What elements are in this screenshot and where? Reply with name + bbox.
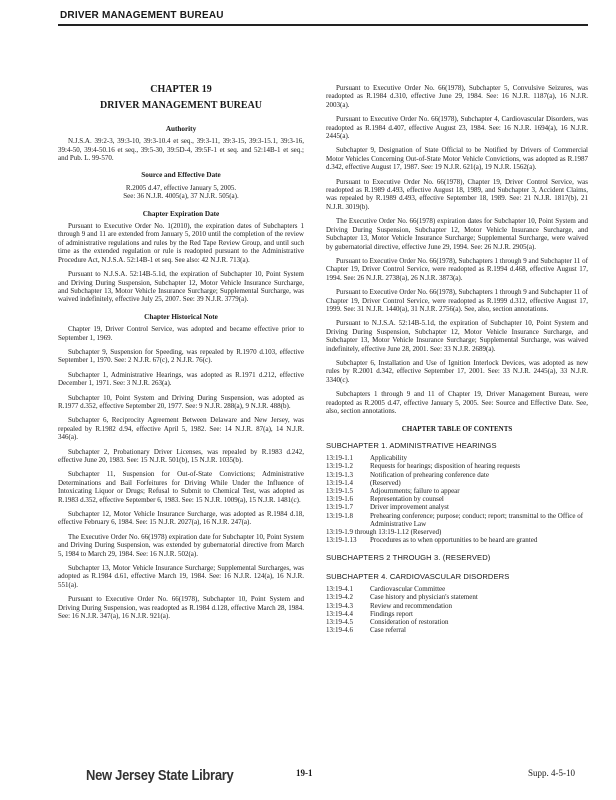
toc-section-title: Adjournments; failure to appear	[370, 487, 460, 496]
toc-row	[326, 462, 588, 470]
toc-subchapter-heading: SUBCHAPTER 1. ADMINISTRATIVE HEARINGS	[326, 440, 497, 450]
history-paragraph: Pursuant to Executive Order No. 66(1978), Subchapters 1 through 9 and Subchapter 11 of Chapter 19, Driver Control Service, were readopted as R.1994 d.468, effective August 17, 1994. See: 26 N.J.R. 2738(a), 26 N.J.R. 3873(a).	[326, 256, 588, 282]
toc-section-number: 13:19-4.1	[326, 585, 354, 594]
history-paragraph: Pursuant to N.J.S.A. 52:14B-5.1d, the expiration of Subchapter 10, Point System and Driving During Suspension, Subchapter 12, Motor Vehicle Insurance Surcharge, and Subchapter 13, Motor Vehicle Insurance Surcharge; Supplemental Surcharge, was waived indefinitely, effective June 28, 2001. See: 33 N.J.R. 2689(a).	[326, 319, 588, 353]
toc-section-title: (Reserved)	[370, 478, 401, 487]
source-heading: Source and Effective Date	[141, 171, 221, 180]
toc-section-title: Review and recommendation	[370, 601, 453, 610]
toc-section-number: 13:19-1.2	[326, 462, 354, 471]
toc-row	[326, 610, 588, 618]
library-watermark: New Jersey State Library	[86, 766, 234, 784]
toc-section-number: 13:19-1.8	[326, 511, 354, 520]
supplement-date: Supp. 4-5-10	[528, 768, 575, 778]
page-footer	[0, 764, 616, 794]
history-paragraph: Subchapter 11, Suspension for Out-of-State Convictions; Administrative Determinations and Bail Forfeitures for Driving While Under the Influence of Intoxicating Liquor or Drugs; Refusal to Submit to Chemical Test, was adopted as R.1983 d.352, effective September 6, 1983. See: 15 N.J.R. 1009(a), 15 N.J.R. 1481(c).	[58, 470, 304, 504]
history-paragraph: Subchapter 13, Motor Vehicle Insurance Surcharge; Supplemental Surcharges, was adopted as R.1984 d.61, effective March 19, 1984. See: 16 N.J.R. 124(a), 16 N.J.R. 551(a).	[58, 564, 304, 589]
toc-row	[326, 618, 588, 626]
toc-row	[326, 454, 588, 462]
authority-heading: Authority	[165, 124, 197, 133]
toc-row	[326, 585, 588, 593]
toc-section-title: Case history and physician's statement	[370, 593, 478, 602]
toc-section-number: 13:19-1.3	[326, 470, 354, 479]
page-number: 19-1	[296, 768, 313, 778]
history-paragraph: Pursuant to Executive Order No. 66(1978), Subchapter 10, Point System and Driving During Suspension, was readopted as R.1984 d.128, effective March 28, 1984. See: 16 N.J.R. 347(a), 16 N.J.R. 921(a).	[58, 595, 304, 621]
toc-section-title: Case referral	[370, 626, 406, 635]
toc-section-number: 13:19-4.2	[326, 593, 354, 602]
toc-section-title: Requests for hearings; disposition of hearing requests	[370, 462, 521, 471]
toc-subchapter-heading: SUBCHAPTER 4. CARDIOVASCULAR DISORDERS	[326, 571, 510, 581]
toc-section-number: 13:19-1.13	[326, 536, 357, 545]
history-paragraph: Subchapter 2, Probationary Driver Licenses, was repealed by R.1983 d.242, effective June 20, 1983. See: 15 N.J.R. 501(b), 15 N.J.R. 1035(b).	[58, 447, 304, 464]
history-paragraph: Subchapter 12, Motor Vehicle Insurance Surcharge, was adopted as R.1984 d.18, effective February 6, 1984. See: 15 N.J.R. 2027(a), 16 N.J.R. 247(a).	[58, 510, 304, 527]
history-paragraph: The Executive Order No. 66(1978) expiration date for Subchapter 10, Point System and Driving During Suspension, was extended by gubernatorial directive from March 5, 1984 to March 29, 1984. See: 16 N.J.R. 502(a).	[58, 532, 304, 558]
header-rule	[58, 24, 588, 26]
toc-section-title: Driver improvement analyst	[370, 503, 449, 512]
toc-section-title: Cardiovascular Committee	[370, 585, 446, 594]
history-paragraph: Subchapter 9, Designation of State Official to be Notified by Drivers of Commercial Motor Vehicles Concerning Out-of-State Motor Vehicle Convictions, was adopted as R.1987 d.342, effective August 17, 1987. See: 19 N.J.R. 621(a), 19 N.J.R. 1562(a).	[326, 146, 588, 172]
toc-row	[326, 626, 588, 634]
toc-section-number: 13:19-4.5	[326, 618, 354, 627]
toc-row	[326, 471, 588, 479]
history-paragraph: The Executive Order No. 66(1978) expiration dates for Subchapter 10, Point System and Driving During Suspension, Subchapter 12, Motor Vehicle Insurance Surcharge, and Subchapter 13, Motor Vehicle Insurance Surcharge; Supplemental Surcharge, were waived by gubernatorial directive, effective June 29, 1994. See: 26 N.J.R. 2905(a).	[326, 217, 588, 251]
toc-section-number: 13:19-4.4	[326, 609, 354, 618]
chapter-title: DRIVER MANAGEMENT BUREAU	[99, 100, 263, 112]
history-paragraph: Subchapter 1, Administrative Hearings, was adopted as R.1971 d.212, effective December 1, 1971. See: 3 N.J.R. 263(a).	[58, 370, 304, 388]
history-paragraph: Subchapter 9, Suspension for Speeding, was repealed by R.1970 d.103, effective September 1, 1970. See: 2 N.J.R. 67(c), 2 N.J.R. 76(c).	[58, 347, 304, 365]
toc-section-title: Representation by counsel	[370, 495, 444, 504]
expiration-heading: Chapter Expiration Date	[142, 209, 220, 218]
history-paragraph: Pursuant to Executive Order No. 66(1978), Chapter 19, Driver Control Service, was readopted as R.1989 d.493, effective August 18, 1989, and Subchapter 3, Accident Claims, was repealed by R.1989 d.493, effective September 18, 1989. See: 21 N.J.R. 1817(b), 21 N.J.R. 3019(b).	[326, 177, 588, 211]
toc-row	[326, 503, 588, 511]
source-line: See: 36 N.J.R. 4005(a), 37 N.J.R. 505(a).	[123, 192, 239, 201]
toc-section-number: 13:19-1.7	[326, 503, 354, 512]
history-heading: Chapter Historical Note	[144, 312, 218, 321]
toc-row	[326, 495, 588, 503]
toc-row	[326, 536, 588, 544]
history-paragraph: Pursuant to Executive Order No. 66(1978), Subchapters 1 through 9 and Subchapter 11 of Chapter 19, Driver Control Service, were readopted as R.1999 d.312, effective August 17, 1999. See: 31 N.J.R. 1440(a), 31 N.J.R. 2756(a). See, also, section annotations.	[326, 288, 588, 313]
toc-row	[326, 602, 588, 610]
history-paragraph: Subchapter 6, Reciprocity Agreement Between Delaware and New Jersey, was repealed by R.1982 d.94, effective April 5, 1982. See: 14 N.J.R. 87(a), 14 N.J.R. 346(a).	[58, 416, 304, 442]
expiration-paragraph: Pursuant to N.J.S.A. 52:14B-5.1d, the expiration of Subchapter 10, Point System and Driving During Suspension, Subchapter 12, Motor Vehicle Insurance Surcharge, and Subchapter 13, Motor Vehicle Insurance Surcharge; Supplemental Surcharge, was waived indefinitely, effective July 25, 2007. See: 39 N.J.R. 3779(a).	[58, 270, 304, 304]
toc-subchapter-heading: SUBCHAPTERS 2 THROUGH 3. (RESERVED)	[326, 553, 491, 563]
toc-reserved-range: 13:19-1.9 through 13:19-1.12 (Reserved)	[326, 528, 442, 537]
toc-section-title: Findings report	[370, 609, 413, 618]
chapter-number: CHAPTER 19	[150, 84, 212, 95]
toc-row	[326, 487, 588, 495]
toc-section-title: Prehearing conference; purpose; conduct; report; transmittal to the Office of Administrative Law	[370, 511, 584, 528]
toc-section-title: Notification of prehearing conference date	[370, 470, 489, 479]
history-paragraph: Subchapter 10, Point System and Driving During Suspension, was adopted as R.1977 d.352, effective September 20, 1977. See: 9 N.J.R. 288(a), 9 N.J.R. 488(b).	[58, 393, 304, 410]
expiration-paragraph: Pursuant to Executive Order No. 1(2010), the expiration dates of Subchapters 1 through 9 and 11 are extended from January 5, 2010 until the completion of the review of administrative regulations and rules by the Red Tape Review Group, and until such time as the extended regulation or rule is readopted pursuant to the Administrative Procedure Act, N.J.S.A. 52:14B-1 et seq. See also: 42 N.J.R. 713(a).	[58, 222, 304, 264]
toc-section-number: 13:19-1.5	[326, 487, 354, 496]
toc-section-number: 13:19-1.4	[326, 478, 354, 487]
toc-title: CHAPTER TABLE OF CONTENTS	[401, 425, 513, 434]
history-paragraph: Pursuant to Executive Order No. 66(1978), Subchapter 4, Cardiovascular Disorders, was readopted as R.1984 d.407, effective August 23, 1984. See: 16 N.J.R. 1694(a), 16 N.J.R. 2445(a).	[326, 115, 588, 141]
source-line: R.2005 d.47, effective January 5, 2005.	[125, 183, 237, 192]
left-column	[58, 86, 304, 627]
running-head: DRIVER MANAGEMENT BUREAU	[60, 10, 224, 21]
history-paragraph: Subchapter 6, Installation and Use of Ignition Interlock Devices, was adopted as new rules by R.2001 d.342, effective September 17, 2001. See: 33 N.J.R. 2445(a), 33 N.J.R. 3340(c).	[326, 358, 588, 384]
toc-section-title: Consideration of restoration	[370, 618, 449, 627]
toc-row	[326, 593, 588, 601]
toc-section-number: 13:19-1.1	[326, 454, 354, 463]
toc-section-number: 13:19-4.3	[326, 601, 354, 610]
authority-text: N.J.S.A. 39:2-3, 39:3-10, 39:3-10.4 et seq., 39:3-11, 39:3-15, 39:3-15.1, 39:3-16, 39:4-50, 39:4-50.16 et seq., 39:5-30, 39:5D-4, 39:5F-1 et seq. and 52:14B-1 et seq.; and Pub. L. 99-570.	[58, 137, 304, 163]
toc-section-title: Applicability	[370, 454, 407, 463]
toc-section-number: 13:19-1.6	[326, 495, 354, 504]
right-column	[326, 84, 588, 634]
history-paragraph: Pursuant to Executive Order No. 66(1978), Subchapter 5, Convulsive Seizures, was readopted as R.1984 d.310, effective June 29, 1984. See: 16 N.J.R. 1187(a), 16 N.J.R. 2003(a).	[326, 84, 588, 109]
toc-row	[326, 479, 588, 487]
history-paragraph: Subchapters 1 through 9 and 11 of Chapter 19, Driver Management Bureau, were readopted as R.2005 d.47, effective January 5, 2005. See: Source and Effective Date. See, also, section annotations.	[326, 390, 588, 415]
toc-row	[326, 512, 588, 528]
toc-section-number: 13:19-4.6	[326, 626, 354, 635]
toc-section-title: Procedures as to when opportunities to be heard are granted	[370, 536, 538, 545]
history-paragraph: Chapter 19, Driver Control Service, was adopted and became effective prior to September 1, 1969.	[58, 325, 304, 342]
